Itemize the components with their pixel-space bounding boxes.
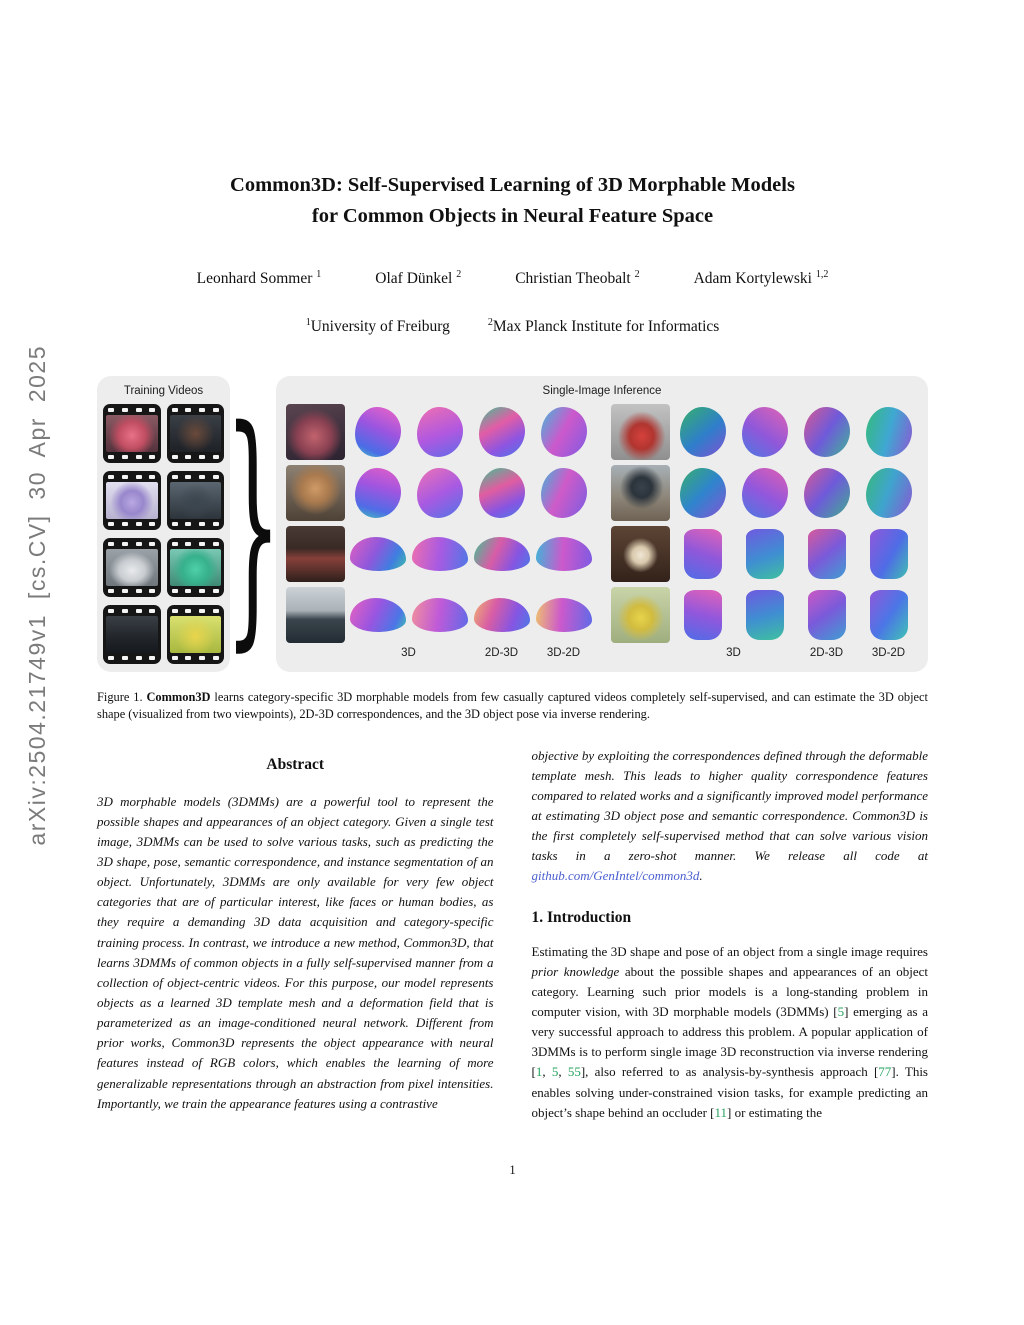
colored-3d-shape (866, 468, 912, 518)
figure-1 (97, 376, 928, 672)
right-column (532, 746, 929, 1123)
colored-3d-shape (355, 407, 401, 457)
shape-render (673, 404, 732, 460)
shape-render (797, 587, 856, 643)
film-sprocket-hole (136, 455, 142, 459)
film-sprocket-hole (213, 589, 219, 593)
shape-render (735, 404, 794, 460)
film-sprocket-hole (199, 455, 205, 459)
page-number: 1 (509, 1162, 516, 1177)
input-image (286, 465, 345, 521)
film-sprocket-hole (185, 475, 191, 479)
video-thumbnail (167, 538, 225, 597)
citation-link[interactable]: 55 (567, 1064, 581, 1080)
film-sprocket-hole (149, 475, 155, 479)
input-image (611, 587, 670, 643)
input-image (286, 587, 345, 643)
film-sprocket-hole (172, 656, 178, 660)
video-thumbnail (167, 471, 225, 530)
film-sprocket-hole (172, 589, 178, 593)
film-sprocket-hole (136, 656, 142, 660)
film-sprocket-hole (172, 408, 178, 412)
video-thumbnail (103, 471, 161, 530)
film-sprocket-hole (149, 522, 155, 526)
colored-3d-shape (479, 407, 525, 457)
colored-3d-shape (417, 468, 463, 518)
film-sprocket-hole (199, 475, 205, 479)
citation-link[interactable]: 5 (837, 1003, 845, 1019)
video-frame (106, 549, 158, 586)
introduction-heading: 1. Introduction (531, 908, 632, 926)
colored-3d-shape (355, 468, 401, 518)
film-sprocket-hole (149, 589, 155, 593)
input-image (286, 526, 345, 582)
film-sprocket-hole (185, 609, 191, 613)
colored-3d-shape (684, 529, 722, 579)
shape-render (673, 587, 732, 643)
film-sprocket-hole (213, 455, 219, 459)
shape-render (859, 404, 918, 460)
film-sprocket-hole (199, 542, 205, 546)
video-thumbnail (167, 404, 225, 463)
colored-3d-shape (742, 468, 788, 518)
shape-render (735, 587, 794, 643)
affiliation-2: $^2$Max Planck Institute for Informatics (487, 316, 720, 335)
paper-title (97, 170, 928, 232)
curly-brace: } (224, 374, 282, 674)
film-sprocket-hole (185, 542, 191, 546)
video-frame (170, 616, 222, 653)
shape-render (410, 465, 469, 521)
colored-3d-shape (541, 407, 587, 457)
colored-3d-shape (541, 468, 587, 518)
shape-render (410, 404, 469, 460)
colored-3d-shape (746, 590, 784, 640)
film-sprocket-hole (172, 455, 178, 459)
video-thumbnail (103, 538, 161, 597)
training-videos-panel (97, 376, 230, 672)
shape-render (472, 526, 531, 582)
shape-render (673, 465, 732, 521)
colored-3d-shape (412, 537, 468, 571)
shape-render (472, 404, 531, 460)
video-frame (106, 415, 158, 452)
code-link[interactable]: github.com/GenIntel/common3d (531, 868, 700, 884)
single-image-inference-panel (276, 376, 928, 672)
shape-render (410, 526, 469, 582)
introduction-text: Estimating the 3D shape and pose of an object from a single image requires prior knowledge about the possible shapes and appearances of an object category. Learning such prior models is a long-standing problem in computer vision, with 3D morphable models (3DMMs) [5] emerging as a very successful approach to address this problem. A popular application of 3DMMs is to perform single image 3D reconstruction via inverse rendering [1, 5, 55], also referred to as analysis-by-synthesis approach [77]. This enables solving under-constrained vision tasks, for example predicting an object’s shape behind an occluder [11] or estimating the (531, 943, 928, 1120)
citation-link[interactable]: 11 (714, 1104, 728, 1120)
film-sprocket-hole (172, 609, 178, 613)
shape-render (348, 526, 407, 582)
shape-render (348, 404, 407, 460)
label-3d2d-right: 3D-2D (871, 646, 906, 659)
title-line-2: for Common Objects in Neural Feature Space (311, 204, 714, 227)
film-sprocket-hole (108, 609, 114, 613)
film-sprocket-hole (149, 408, 155, 412)
citation-link[interactable]: 77 (878, 1064, 892, 1080)
shape-render (348, 587, 407, 643)
photo-thumbnail (286, 587, 345, 643)
affiliations (97, 317, 928, 336)
colored-3d-shape (479, 468, 525, 518)
input-image (611, 465, 670, 521)
shape-render (534, 587, 593, 643)
colored-3d-shape (680, 407, 726, 457)
film-sprocket-hole (172, 542, 178, 546)
colored-3d-shape (808, 529, 846, 579)
film-sprocket-hole (122, 589, 128, 593)
film-sprocket-hole (185, 408, 191, 412)
label-3d-right: 3D (726, 646, 741, 659)
label-3d2d-left: 3D-2D (546, 646, 581, 659)
video-thumbnail (103, 404, 161, 463)
film-sprocket-hole (136, 609, 142, 613)
affiliation-1: $^1$University of Freiburg (305, 316, 450, 335)
film-sprocket-hole (199, 522, 205, 526)
shape-render (859, 587, 918, 643)
abstract-heading: Abstract (266, 755, 325, 773)
film-sprocket-hole (108, 589, 114, 593)
film-sprocket-hole (122, 656, 128, 660)
author-3: Christian Theobalt $^2$ (515, 268, 640, 287)
film-sprocket-hole (199, 609, 205, 613)
film-sprocket-hole (136, 522, 142, 526)
film-sprocket-hole (122, 609, 128, 613)
abstract-text: 3D morphable models (3DMMs) are a powerful tool to represent the possible shapes and appearances of an object category. Given a single test image, 3DMMs can be used to solve various tasks, such as predicting the 3D shape, pose, semantic correspondence, and instance segmentation of an object. Unfortunately, 3DMMs are only available for very few object categories that are of particular interest, like faces or human bodies, as they require a demanding 3D data acquisition and category-specific training process. In contrast, we introduce a new method, Common3D, that learns 3DMMs of common objects in a fully self-supervised manner from a collection of object-centric videos. For this purpose, our model represents objects as a learned 3D template mesh and a deformation field that is parameterized as an image-conditioned neural network. Different from prior works, Common3D represents the object appearance with neural features instead of RGB colors, which enables the learning of more generalizable representations through an abstraction from pixel intensities. Importantly, we train the appearance features using a contrastive (97, 793, 494, 1111)
film-sprocket-hole (149, 455, 155, 459)
film-sprocket-hole (108, 542, 114, 546)
video-frame (170, 415, 222, 452)
shape-render (534, 465, 593, 521)
training-videos-title: Training Videos (123, 384, 204, 397)
film-sprocket-hole (149, 656, 155, 660)
film-sprocket-hole (199, 656, 205, 660)
photo-thumbnail (611, 465, 670, 521)
colored-3d-shape (870, 590, 908, 640)
film-sprocket-hole (122, 542, 128, 546)
inference-title: Single-Image Inference (542, 384, 662, 397)
film-sprocket-hole (136, 542, 142, 546)
colored-3d-shape (350, 537, 406, 571)
shape-render (859, 465, 918, 521)
colored-3d-shape (536, 537, 592, 571)
colored-3d-shape (474, 598, 530, 632)
film-sprocket-hole (108, 475, 114, 479)
photo-thumbnail (286, 404, 345, 460)
author-4: Adam Kortylewski $^{1,2}$ (693, 268, 829, 287)
shape-render (735, 465, 794, 521)
shape-render (797, 465, 856, 521)
photo-thumbnail (286, 465, 345, 521)
film-sprocket-hole (199, 408, 205, 412)
colored-3d-shape (417, 407, 463, 457)
shape-render (534, 404, 593, 460)
film-sprocket-hole (108, 455, 114, 459)
photo-thumbnail (286, 526, 345, 582)
film-sprocket-hole (108, 522, 114, 526)
input-image (611, 404, 670, 460)
citation-link[interactable]: 1 (535, 1064, 543, 1080)
colored-3d-shape (742, 407, 788, 457)
video-frame (106, 482, 158, 519)
column-labels (286, 647, 918, 659)
film-sprocket-hole (108, 656, 114, 660)
film-sprocket-hole (185, 656, 191, 660)
film-sprocket-hole (136, 589, 142, 593)
training-videos-grid (103, 404, 224, 664)
inference-grid (286, 404, 918, 643)
film-sprocket-hole (213, 542, 219, 546)
figure-caption: Figure 1. Common3D learns category-specific 3D morphable models from few casually captured videos completely self-supervised, and can estimate the 3D object shape (visualized from two viewpoints), 2D-3D correspondences, and the 3D object pose via inverse rendering. (97, 689, 928, 722)
title-line-1: Common3D: Self-Supervised Learning of 3D Morphable Models (230, 174, 795, 196)
film-sprocket-hole (122, 475, 128, 479)
abstract-continuation: objective by exploiting the correspondences defined through the deformable template mesh. This leads to higher quality correspondence features compared to related works and a significantly improved model performance at estimating 3D object pose and semantic correspondence. Common3D is the first completely self-supervised method that can solve various vision tasks in a zero-shot manner. We release all code at github.com/GenIntel/common3d. (531, 747, 928, 884)
label-2d3d-right: 2D-3D (809, 646, 844, 659)
video-frame (170, 482, 222, 519)
film-sprocket-hole (213, 522, 219, 526)
photo-thumbnail (611, 587, 670, 643)
shape-render (797, 404, 856, 460)
author-list (97, 269, 928, 288)
colored-3d-shape (474, 537, 530, 571)
film-sprocket-hole (172, 475, 178, 479)
film-sprocket-hole (213, 609, 219, 613)
film-sprocket-hole (122, 408, 128, 412)
film-sprocket-hole (108, 408, 114, 412)
video-frame (106, 616, 158, 653)
left-column (97, 746, 494, 1123)
video-thumbnail (103, 605, 161, 664)
film-sprocket-hole (149, 542, 155, 546)
film-sprocket-hole (122, 522, 128, 526)
colored-3d-shape (684, 590, 722, 640)
shape-render (735, 526, 794, 582)
shape-render (673, 526, 732, 582)
video-thumbnail (167, 605, 225, 664)
author-2: Olaf Dünkel $^2$ (375, 268, 462, 287)
colored-3d-shape (866, 407, 912, 457)
colored-3d-shape (680, 468, 726, 518)
shape-render (534, 526, 593, 582)
label-2d3d-left: 2D-3D (484, 646, 519, 659)
film-sprocket-hole (185, 522, 191, 526)
film-sprocket-hole (149, 609, 155, 613)
input-image (611, 526, 670, 582)
film-sprocket-hole (213, 656, 219, 660)
colored-3d-shape (536, 598, 592, 632)
colored-3d-shape (412, 598, 468, 632)
colored-3d-shape (808, 590, 846, 640)
shape-render (472, 465, 531, 521)
colored-3d-shape (870, 529, 908, 579)
colored-3d-shape (746, 529, 784, 579)
photo-thumbnail (611, 404, 670, 460)
film-sprocket-hole (122, 455, 128, 459)
film-sprocket-hole (185, 589, 191, 593)
film-sprocket-hole (213, 408, 219, 412)
citation-link[interactable]: 5 (551, 1064, 559, 1080)
colored-3d-shape (350, 598, 406, 632)
two-column-body (97, 746, 928, 1123)
film-sprocket-hole (199, 589, 205, 593)
film-sprocket-hole (172, 522, 178, 526)
arxiv-stamp: arXiv:2504.21749v1 [cs.CV] 30 Apr 2025 (24, 345, 50, 846)
shape-render (797, 526, 856, 582)
film-sprocket-hole (213, 475, 219, 479)
film-sprocket-hole (136, 475, 142, 479)
input-image (286, 404, 345, 460)
label-3d-left: 3D (401, 646, 416, 659)
photo-thumbnail (611, 526, 670, 582)
video-frame (170, 549, 222, 586)
colored-3d-shape (804, 468, 850, 518)
film-sprocket-hole (185, 455, 191, 459)
film-sprocket-hole (136, 408, 142, 412)
shape-render (410, 587, 469, 643)
colored-3d-shape (804, 407, 850, 457)
author-1: Leonhard Sommer $^1$ (196, 268, 322, 287)
shape-render (348, 465, 407, 521)
shape-render (472, 587, 531, 643)
shape-render (859, 526, 918, 582)
